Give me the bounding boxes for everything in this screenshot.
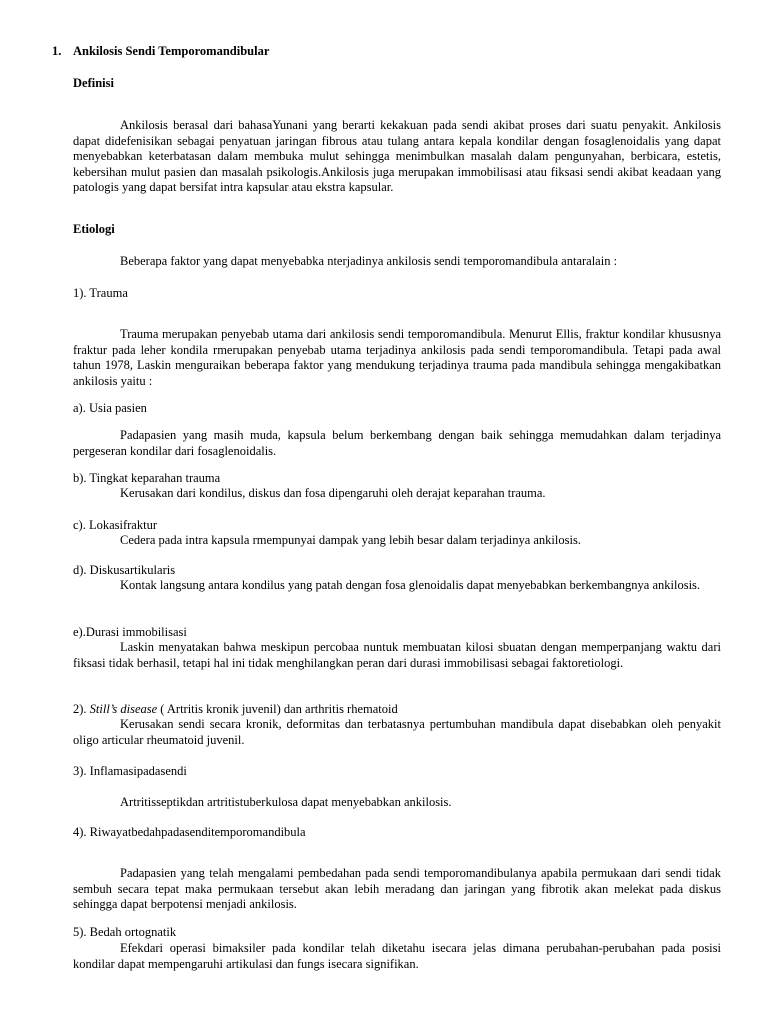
section-title: Ankilosis Sendi Temporomandibular (73, 44, 270, 58)
usia-text: Padapasien yang masih muda, kapsula belum berkembang dengan baik sehingga memudahkan dalam terjadinya pergeseran kondilar dari fosaglenoidalis. (73, 428, 721, 458)
definisi-paragraph: Ankilosis berasal dari bahasaYunani yang berarti kekakuan pada sendi akibat proses dari suatu penyakit. Ankilosis dapat didefenisikan sebagai penyatuan jaringan fibrous atau tulang antara kepala kondilar dengan fosaglenoidalis yang dapat menyebabkan keterbatasan dalam membuka mulut sehingga menimbulkan masalah dalam pengunyahan, berbicara, estetis, kebersihan mulut pasien dan masalah psikologis.Ankilosis juga merupakan immobilisasi atau fiksasi sendi akibat keadaan yang patologis yang dapat bersifat intra kapsular atau ekstra kapsular. (73, 118, 721, 194)
durasi-heading: e).Durasi immobilisasi (73, 625, 187, 639)
etiologi-heading: Etiologi (73, 222, 115, 236)
trauma-heading: 1). Trauma (73, 286, 128, 300)
lokasi-heading: c). Lokasifraktur (73, 518, 157, 532)
usia-heading: a). Usia pasien (73, 401, 147, 415)
still-text: Kerusakan sendi secara kronik, deformitas dan terbatasnya pertumbuhan mandibula dapat disebabkan oleh penyakit oligo articular rheumatoid juvenil. (73, 717, 721, 747)
etiologi-intro: Beberapa faktor yang dapat menyebabka nterjadinya ankilosis sendi temporomandibula antaralain : (120, 254, 618, 268)
inflamasi-heading: 3). Inflamasipadasendi (73, 764, 187, 778)
trauma-paragraph: Trauma merupakan penyebab utama dari ankilosis sendi temporomandibula. Menurut Ellis, fraktur kondilar khususnya fraktur pada leher kondila rmerupakan penyebab utama terjadinya ankilosis pada sendi temporomandibula. Tetapi pada awal tahun 1978, Laskin menguraikan beberapa faktor yang mendukung terjadinya trauma pada mandibula sehingga mengakibatkan ankilosis yaitu : (73, 327, 721, 388)
lokasi-text: Cedera pada intra kapsula rmempunyai dampak yang lebih besar dalam terjadinya ankilosis. (120, 533, 581, 547)
still-number: 2). (73, 702, 87, 716)
section-number: 1. (52, 44, 62, 58)
bedah-text: Efekdari operasi bimaksiler pada kondilar telah diketahu isecara jelas dimana perubahan-perubahan pada posisi kondilar dapat mempengaruhi artikulasi dan fungs isecara signifikan. (73, 941, 721, 971)
durasi-text: Laskin menyatakan bahwa meskipun percobaa nuntuk membuatan kilosi sbuatan dengan memperpanjang waktu dari fiksasi tidak berhasil, tetapi hal ini tidak menghilangkan peran dari durasi immobilisasi sebagai faktoretiologi. (73, 640, 721, 670)
still-italic: Still’s disease (89, 702, 158, 716)
section-heading (52, 44, 700, 60)
tingkat-text: Kerusakan dari kondilus, diskus dan fosa dipengaruhi oleh derajat keparahan trauma. (120, 486, 546, 500)
diskus-heading: d). Diskusartikularis (73, 563, 176, 577)
diskus-text: Kontak langsung antara kondilus yang patah dengan fosa glenoidalis dapat menyebabkan berkembangnya ankilosis. (120, 578, 701, 592)
inflamasi-text: Artritisseptikdan artritistuberkulosa dapat menyebabkan ankilosis. (120, 795, 452, 809)
still-heading (73, 702, 721, 718)
riwayat-heading: 4). Riwayatbedahpadasenditemporomandibula (73, 825, 306, 839)
tingkat-heading: b). Tingkat keparahan trauma (73, 471, 221, 485)
bedah-heading: 5). Bedah ortognatik (73, 925, 177, 939)
still-rest: ( Artritis kronik juvenil) dan arthritis rhematoid (160, 702, 398, 716)
riwayat-text: Padapasien yang telah mengalami pembedahan pada sendi temporomandibulanya apabila permukaan dari sendi tidak sembuh secara tepat maka permukaan tersebut akan lebih meradang dan jaringan yang fibrotik akan melekat pada diskus sehingga dapat berpotensi menjadi ankilosis. (73, 866, 721, 911)
definisi-heading: Definisi (73, 76, 114, 90)
